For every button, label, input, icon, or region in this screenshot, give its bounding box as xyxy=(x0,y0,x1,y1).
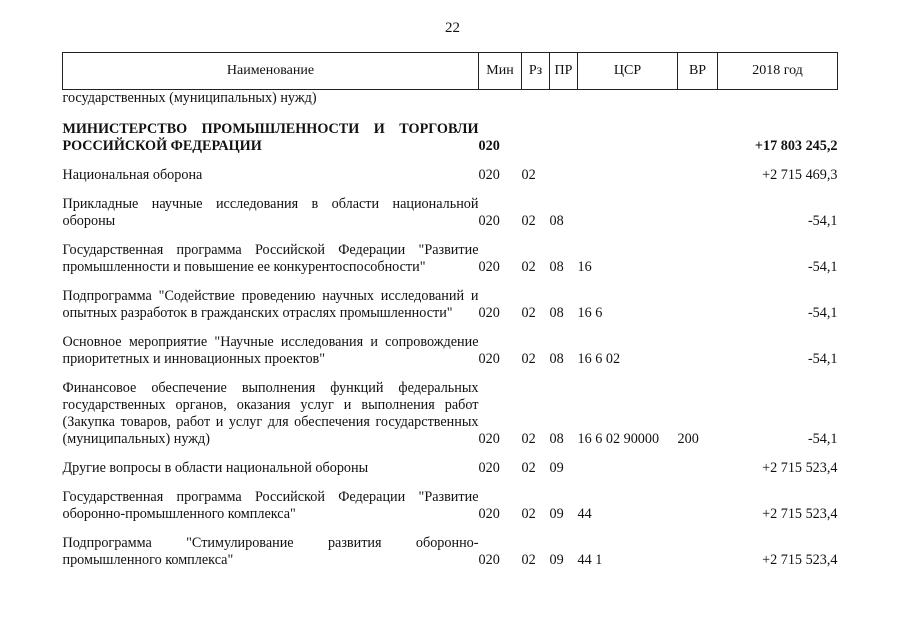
row-spacer xyxy=(63,477,838,489)
header-row xyxy=(63,53,838,90)
table-row xyxy=(63,242,838,276)
cell-rz: 02 xyxy=(521,259,536,275)
cell-pr: 09 xyxy=(549,552,564,568)
table-row xyxy=(63,167,838,184)
cell-vr: 200 xyxy=(677,431,699,447)
row-spacer xyxy=(63,230,838,242)
cell-amount: +2 715 523,4 xyxy=(762,552,838,568)
cell-min: 020 xyxy=(478,431,500,447)
cell-pr: 09 xyxy=(549,506,564,522)
cell-vr xyxy=(678,167,718,184)
cell-name: Государственная программа Российской Федерации "Развитие оборонно-промышленного комплекса" xyxy=(62,489,479,522)
cell-rz: 02 xyxy=(521,213,536,229)
cell-min: 020 xyxy=(478,213,500,229)
cell-csr xyxy=(578,196,678,230)
page-number: 22 xyxy=(445,20,460,36)
cell-amount: -54,1 xyxy=(807,431,838,447)
cell-csr xyxy=(578,167,678,184)
cell-name: Национальная оборона xyxy=(62,167,203,183)
cell-csr: 16 6 xyxy=(577,305,603,321)
cell-rz: 02 xyxy=(521,506,536,522)
cell-rz xyxy=(522,121,550,155)
budget-table xyxy=(62,52,838,569)
table-row xyxy=(63,460,838,477)
cell-csr xyxy=(578,460,678,477)
cell-vr xyxy=(678,288,718,322)
header-amount: 2018 год xyxy=(718,53,838,90)
cell-rz: 02 xyxy=(521,305,536,321)
cell-name: Государственная программа Российской Федерации "Развитие промышленности и повышение ее конкурентоспособности" xyxy=(62,242,479,275)
table-row xyxy=(63,288,838,322)
cell-name: Основное мероприятие "Научные исследования и сопровождение приоритетных и инновационных проектов" xyxy=(62,334,479,367)
cell-vr xyxy=(678,121,718,155)
cell-csr: 16 6 02 xyxy=(577,351,621,367)
cell-amount: -54,1 xyxy=(807,213,838,229)
cell-csr: 44 1 xyxy=(577,552,603,568)
cell-rz: 02 xyxy=(521,552,536,568)
header-pr: ПР xyxy=(550,53,578,90)
row-spacer xyxy=(63,184,838,196)
cell-amount: -54,1 xyxy=(807,305,838,321)
cell-min: 020 xyxy=(478,167,500,183)
cell-amount: -54,1 xyxy=(807,259,838,275)
cell-min: 020 xyxy=(478,506,500,522)
header-vr: ВР xyxy=(678,53,718,90)
row-spacer xyxy=(63,368,838,380)
table-row xyxy=(63,535,838,569)
cell-amount: +2 715 469,3 xyxy=(762,167,838,183)
cell-min: 020 xyxy=(478,351,500,367)
cell-amount: +2 715 523,4 xyxy=(762,506,838,522)
cell-pr: 08 xyxy=(549,259,564,275)
table-row xyxy=(63,121,838,155)
header-min: Мин xyxy=(479,53,522,90)
cell-vr xyxy=(678,196,718,230)
cell-name: МИНИСТЕРСТВО ПРОМЫШЛЕННОСТИ И ТОРГОВЛИ РОССИЙСКОЙ ФЕДЕРАЦИИ xyxy=(62,121,479,154)
table-row xyxy=(63,380,838,448)
cell-amount: -54,1 xyxy=(807,351,838,367)
cell-name: Финансовое обеспечение выполнения функций федеральных государственных органов, оказания услуг и выполнения работ (Закупка товаров, работ и услуг для обеспечения государственных (муниципальных) нужд) xyxy=(62,380,479,447)
row-spacer xyxy=(63,523,838,535)
cell-csr xyxy=(578,121,678,155)
cell-rz: 02 xyxy=(521,460,536,476)
cell-csr: 16 xyxy=(577,259,592,275)
cell-min: 020 xyxy=(478,305,500,321)
cell-amount: +2 715 523,4 xyxy=(762,460,838,476)
cell-vr xyxy=(678,242,718,276)
cell-pr: 08 xyxy=(549,305,564,321)
cell-pr xyxy=(550,167,578,184)
cell-pr: 08 xyxy=(549,431,564,447)
cell-pr: 09 xyxy=(549,460,564,476)
cell-min: 020 xyxy=(478,259,500,275)
cell-name: Прикладные научные исследования в области национальной обороны xyxy=(62,196,479,229)
table-body xyxy=(63,90,838,570)
cell-min: 020 xyxy=(478,138,500,154)
cell-rz: 02 xyxy=(521,167,536,183)
cell-pr xyxy=(550,121,578,155)
cell-vr xyxy=(678,489,718,523)
cell-rz: 02 xyxy=(521,351,536,367)
cell-pr: 08 xyxy=(549,213,564,229)
row-spacer xyxy=(63,155,838,167)
cell-name: Подпрограмма "Стимулирование развития оборонно-промышленного комплекса" xyxy=(62,535,479,568)
cell-vr xyxy=(678,535,718,569)
cell-name: Подпрограмма "Содействие проведению научных исследований и опытных разработок в гражданских отраслях промышленности" xyxy=(62,288,479,321)
cell-amount: +17 803 245,2 xyxy=(754,138,838,154)
header-rz: Рз xyxy=(522,53,550,90)
cell-csr: 44 xyxy=(577,506,592,522)
row-spacer xyxy=(63,322,838,334)
row-spacer xyxy=(63,448,838,460)
cell-min: 020 xyxy=(478,460,500,476)
header-csr: ЦСР xyxy=(578,53,678,90)
cell-vr xyxy=(678,334,718,368)
table-row xyxy=(63,196,838,230)
table-row xyxy=(63,334,838,368)
cell-name: Другие вопросы в области национальной обороны xyxy=(62,460,369,476)
cell-csr: 16 6 02 90000 xyxy=(577,431,660,447)
table-row xyxy=(63,489,838,523)
row-spacer xyxy=(63,276,838,288)
row-spacer xyxy=(63,107,838,121)
cell-min: 020 xyxy=(478,552,500,568)
cell-rz: 02 xyxy=(521,431,536,447)
cell-vr xyxy=(678,460,718,477)
continuation-text: государственных (муниципальных) нужд) xyxy=(62,90,317,106)
header-name: Наименование xyxy=(63,53,479,90)
continuation-row xyxy=(63,90,838,108)
cell-pr: 08 xyxy=(549,351,564,367)
